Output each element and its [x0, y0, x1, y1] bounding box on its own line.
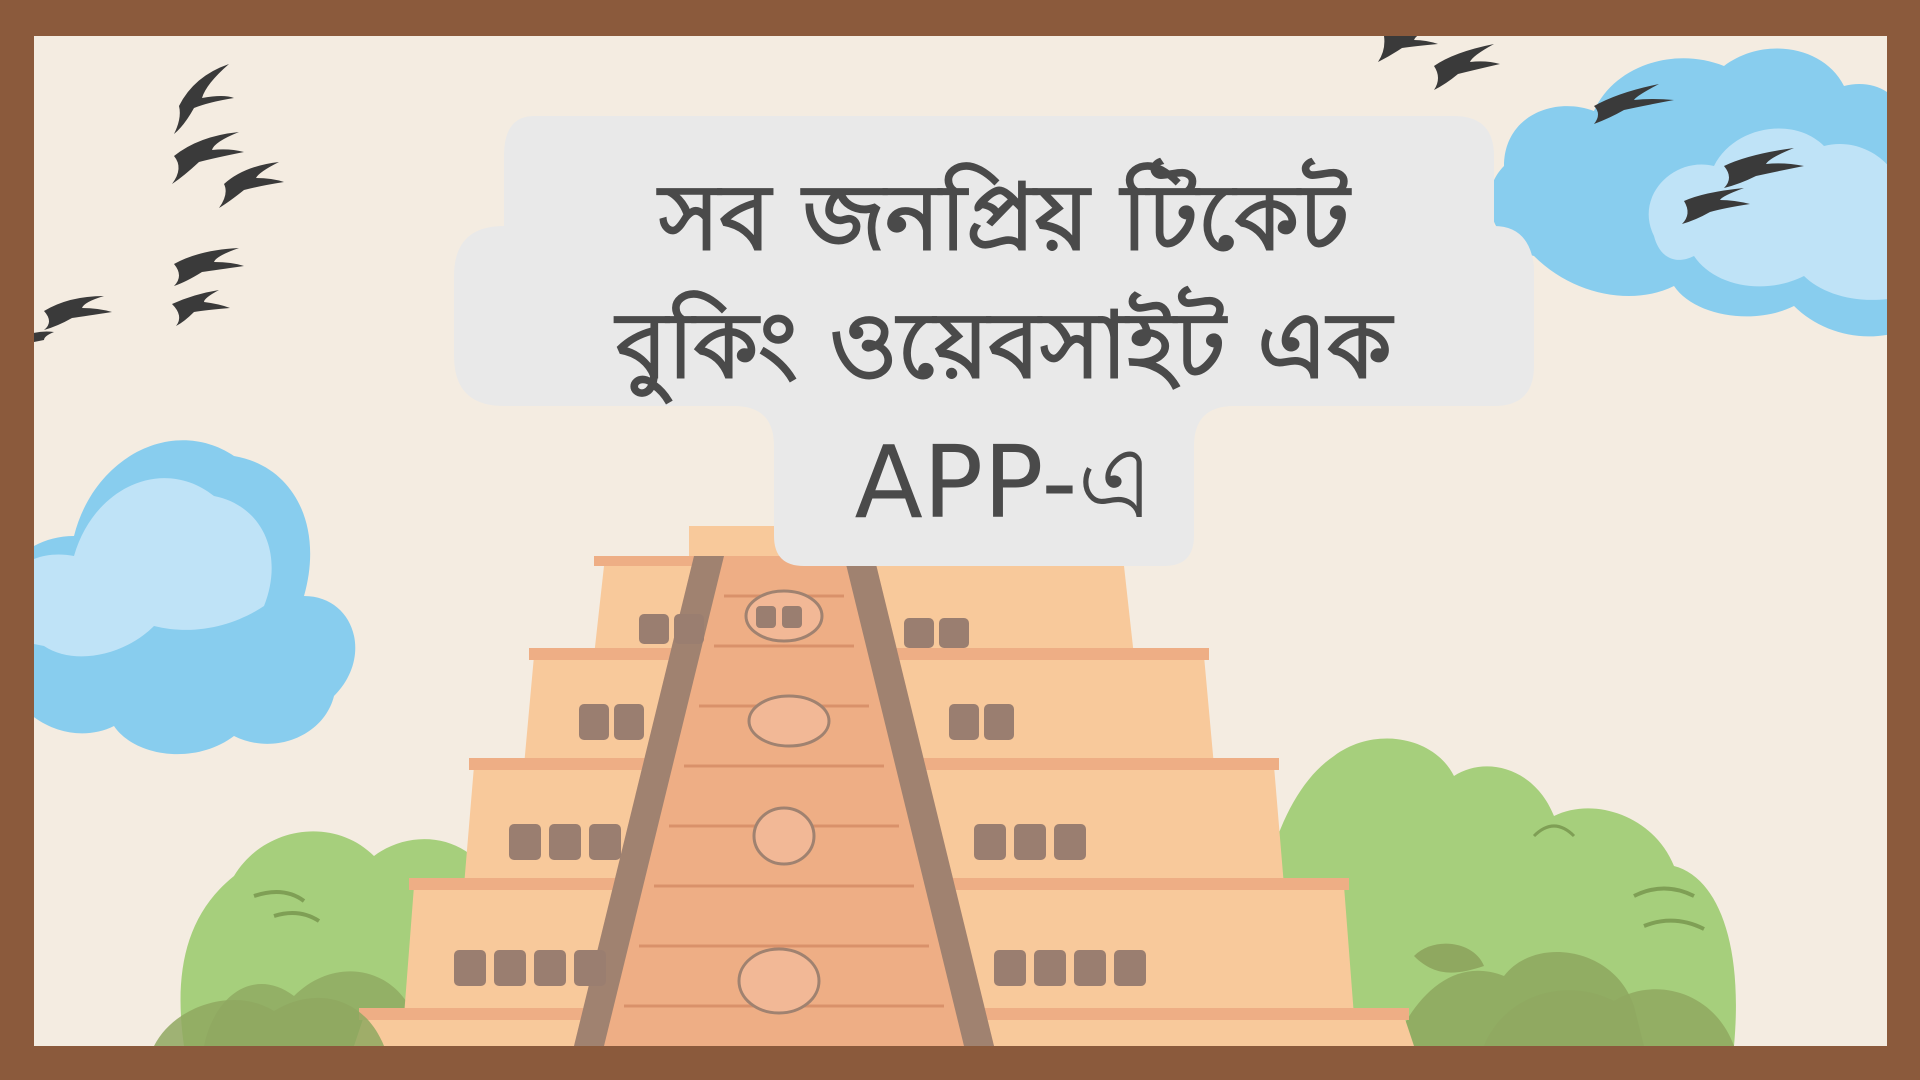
cloud-left-icon: [34, 440, 355, 754]
title-block: [454, 116, 1554, 576]
title-line-3: APP-এ: [854, 424, 1154, 541]
canvas: [34, 36, 1887, 1046]
title-line-2: বুকিং ওয়েবসাইট এক: [616, 292, 1392, 399]
pyramid-icon: [354, 526, 1414, 1046]
title-line-1: সব জনপ্রিয় টিকেট: [658, 164, 1350, 271]
